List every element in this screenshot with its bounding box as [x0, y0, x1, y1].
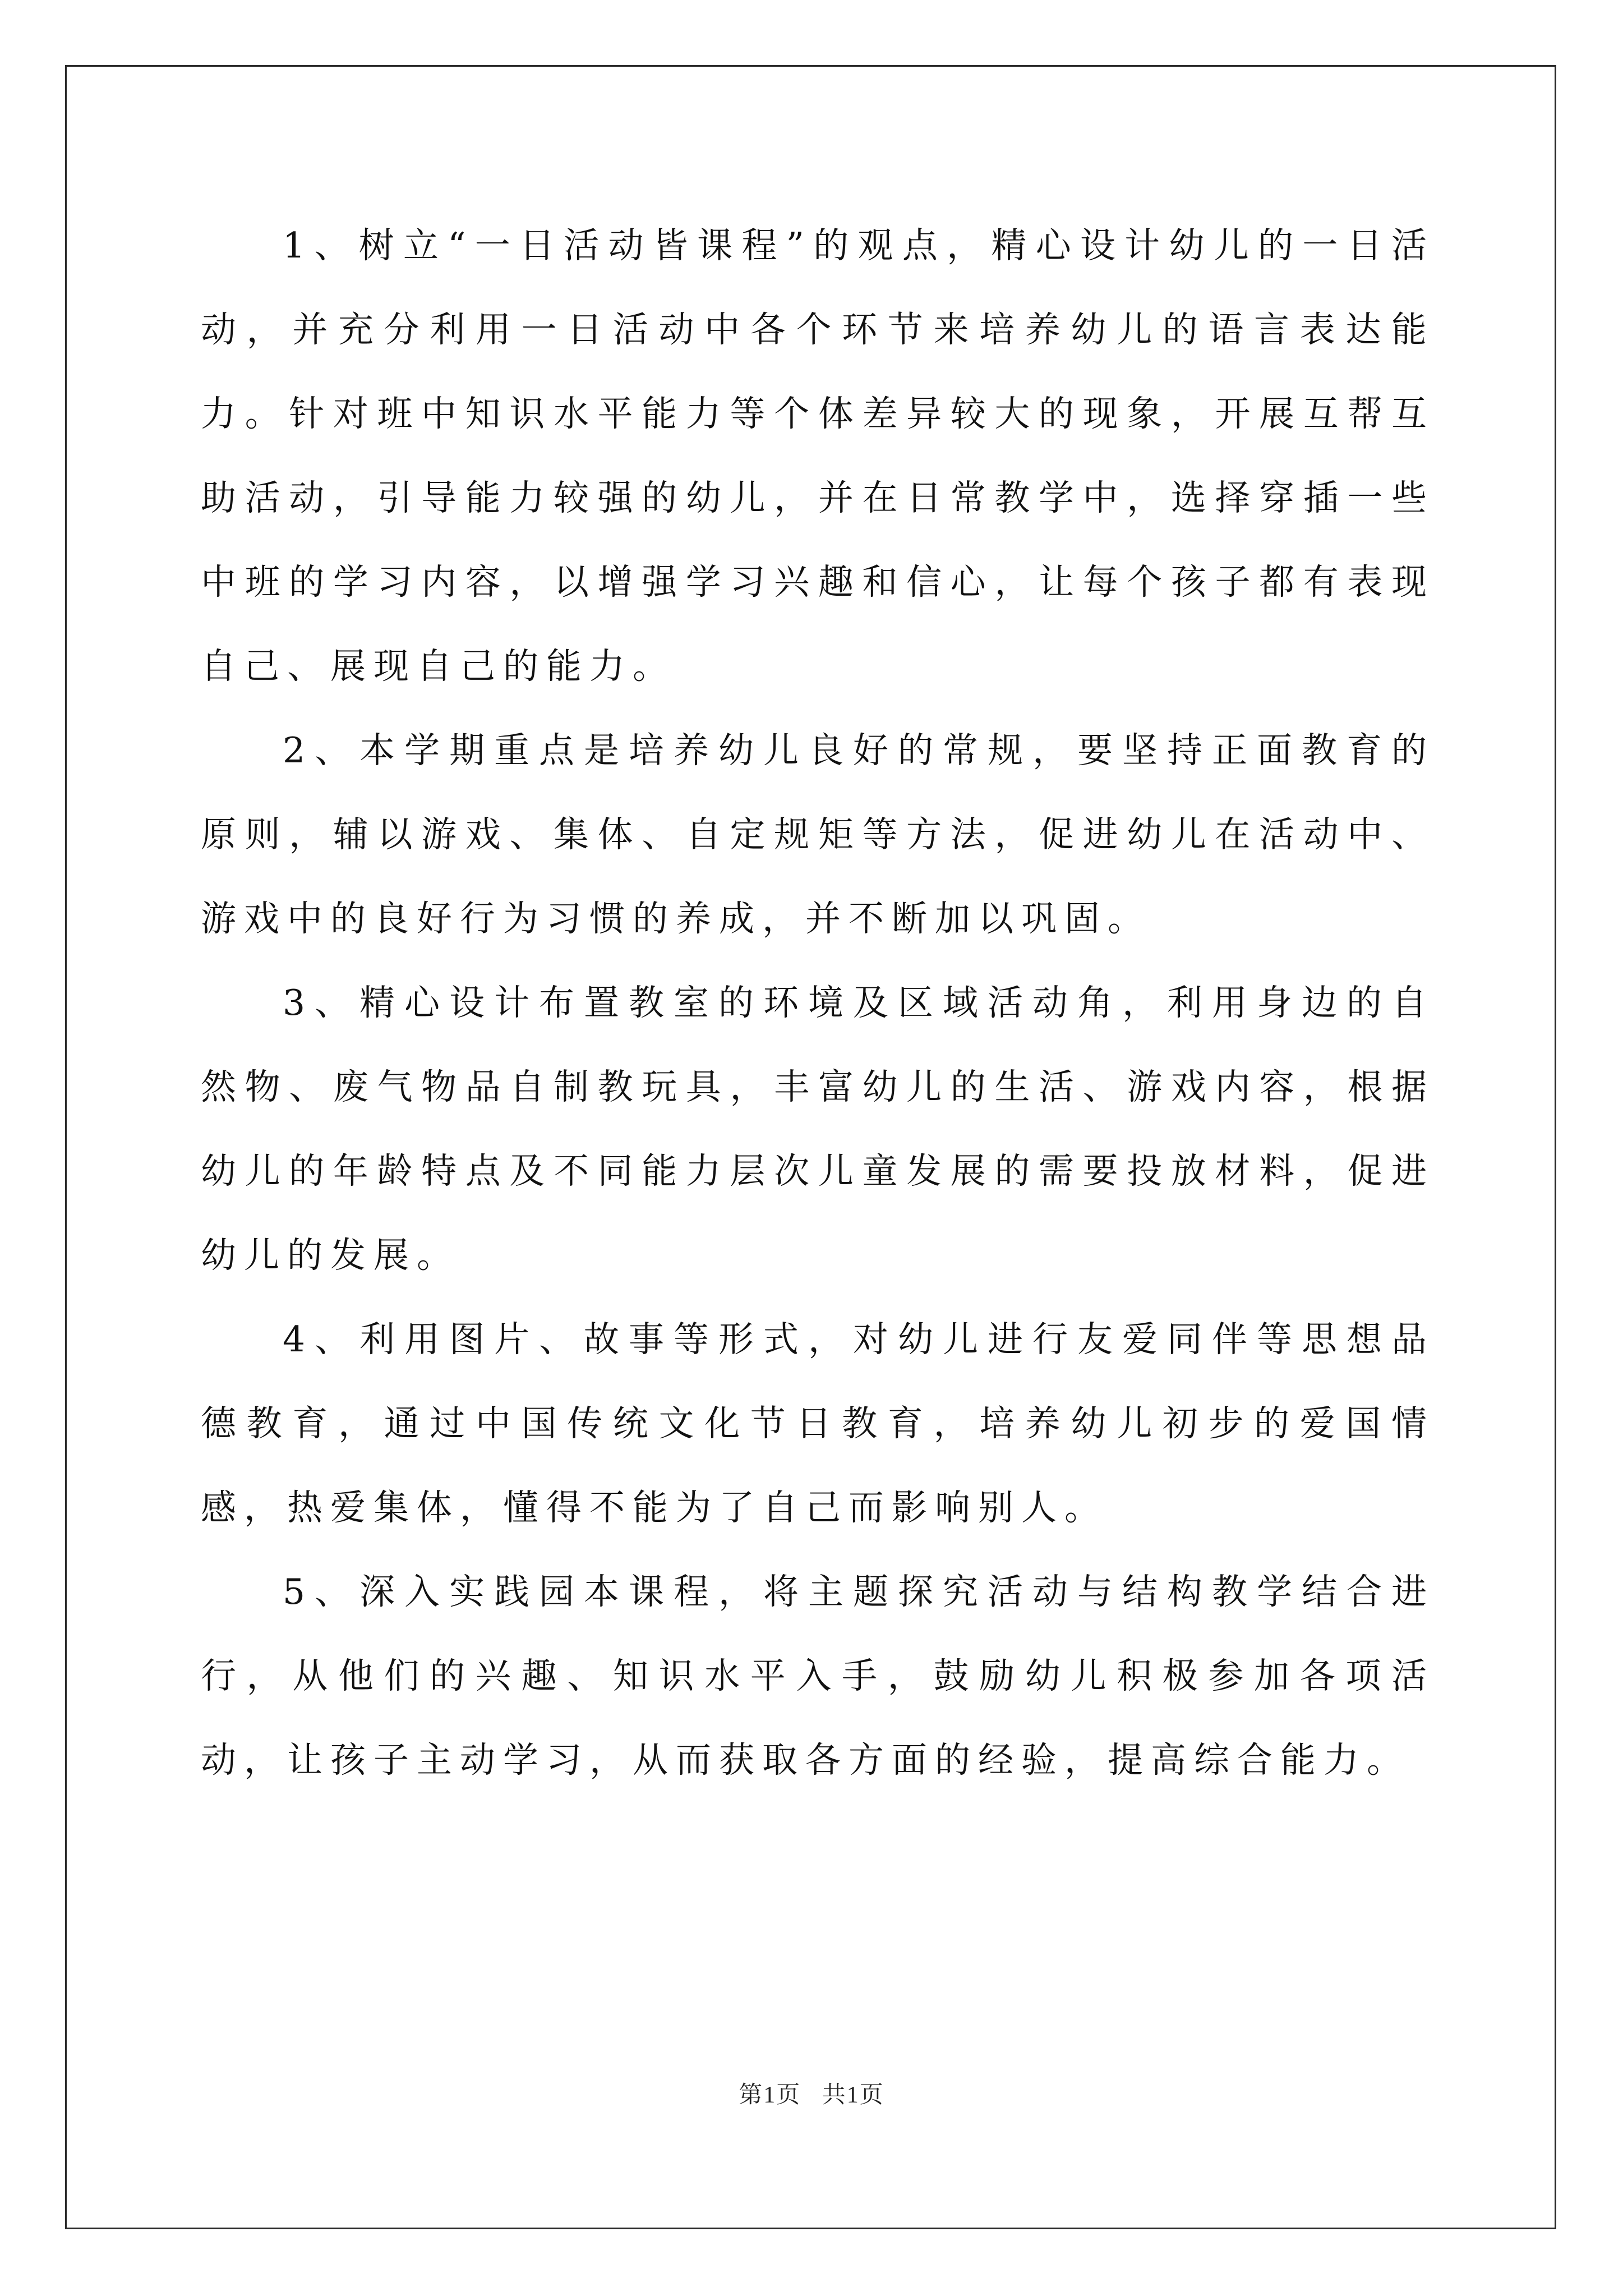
page-total: 共1页 [822, 2082, 884, 2108]
paragraph-5: 5、深入实践园本课程，将主题探究活动与结构教学结合进行，从他们的兴趣、知识水平入手，鼓励幼儿积极参加各项活动，让孩子主动学习，从而获取各方面的经验，提高综合能力。 [201, 1571, 1435, 1780]
paragraph-2: 2、本学期重点是培养幼儿良好的常规，要坚持正面教育的原则，辅以游戏、集体、自定规矩等方法，促进幼儿在活动中、游戏中的良好行为习惯的养成，并不断加以巩固。 [201, 730, 1435, 939]
page-number: 第1页 [739, 2082, 801, 2108]
paragraph-3: 3、精心设计布置教室的环境及区域活动角，利用身边的自然物、废气物品自制教玩具，丰富幼儿的生活、游戏内容，根据幼儿的年龄特点及不同能力层次儿童发展的需要投放材料，促进幼儿的发展。 [201, 982, 1435, 1276]
document-body [201, 204, 1435, 1802]
paragraph-4: 4、利用图片、故事等形式，对幼儿进行友爱同伴等思想品德教育，通过中国传统文化节日教育，培养幼儿初步的爱国情感，热爱集体，懂得不能为了自己而影响别人。 [201, 1319, 1435, 1528]
paragraph-1: 1、树立“一日活动皆课程”的观点，精心设计幼儿的一日活动，并充分利用一日活动中各个环节来培养幼儿的语言表达能力。针对班中知识水平能力等个体差异较大的现象，开展互帮互助活动，引导能力较强的幼儿，并在日常教学中，选择穿插一些中班的学习内容，以增强学习兴趣和信心，让每个孩子都有表现自己、展现自己的能力。 [201, 225, 1435, 687]
page-footer [0, 2078, 1623, 2112]
